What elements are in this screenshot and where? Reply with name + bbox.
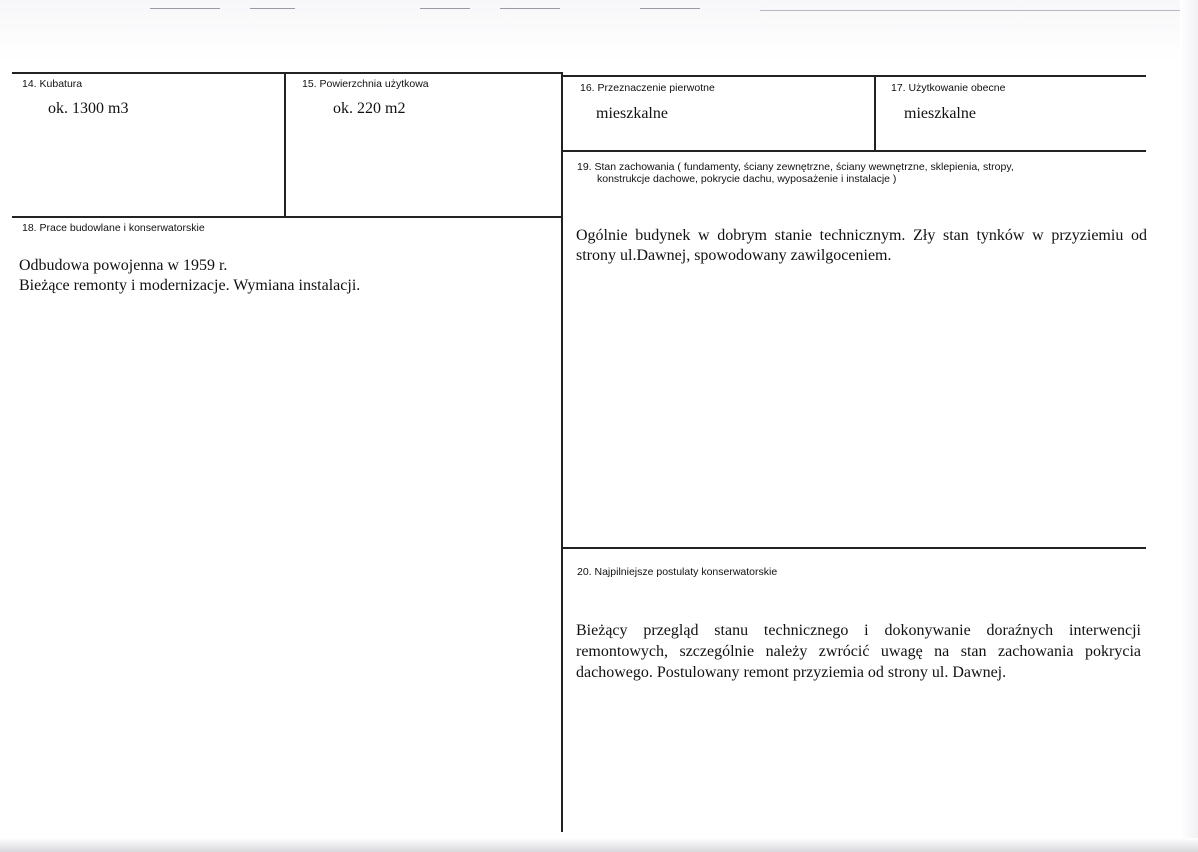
scan-top-margin: [0, 0, 1198, 62]
field-20-text-line: Bieżący przegląd stanu technicznego i dokonywanie doraźnych interwencji: [576, 622, 1141, 639]
field-20-label: 20. Najpilniejsze postulaty konserwatorskie: [577, 566, 778, 578]
field-17-value: mieszkalne: [904, 105, 976, 122]
field-18-text-line: Odbudowa powojenna w 1959 r.: [19, 257, 228, 274]
field-14-value: ok. 1300 m3: [48, 100, 129, 117]
field-15-label: 15. Powierzchnia użytkowa: [302, 78, 429, 90]
field-20-text: [576, 620, 1141, 683]
scan-artifact-line: [420, 8, 470, 9]
field-18-text-line: Bieżące remonty i modernizacje. Wymiana instalacji.: [19, 277, 361, 294]
field-16-value: mieszkalne: [596, 105, 668, 122]
field-20-text-line: dachowego. Postulowany remont przyziemia od strony ul. Dawnej.: [576, 664, 1007, 681]
field-18-label: 18. Prace budowlane i konserwatorskie: [22, 222, 205, 234]
scan-artifact-line: [640, 8, 700, 9]
scan-artifact-line: [250, 8, 295, 9]
field-19-label-line: konstrukcje dachowe, pokrycie dachu, wyposażenie i instalacje ): [597, 173, 897, 185]
grid-divider-16-17: [874, 75, 876, 151]
field-18-text: [19, 256, 360, 296]
field-19-label: [577, 161, 1014, 185]
grid-line-18-top: [12, 216, 562, 218]
field-17-label: 17. Użytkowanie obecne: [891, 82, 1006, 94]
grid-line-top-right: [562, 75, 1146, 77]
field-16-label: 16. Przeznaczenie pierwotne: [580, 82, 715, 94]
field-19-text-line: Ogólnie budynek w dobrym stanie technicznym. Zły stan tynków w przyziemiu od: [576, 227, 1147, 244]
grid-line-19-top: [562, 150, 1146, 152]
field-19-label-line: 19. Stan zachowania ( fundamenty, ściany zewnętrzne, ściany wewnętrzne, sklepienia, stropy,: [577, 161, 1014, 173]
scan-right-edge: [1180, 0, 1198, 852]
field-14-label: 14. Kubatura: [22, 78, 83, 90]
grid-line-20-top: [562, 547, 1146, 549]
field-19-text: [576, 226, 1147, 266]
scan-bottom-edge: [0, 838, 1198, 852]
scan-artifact-line: [760, 10, 1180, 11]
grid-divider-center: [561, 72, 563, 832]
grid-line-top-left: [12, 72, 562, 74]
grid-divider-14-15: [284, 72, 286, 218]
scan-artifact-line: [500, 8, 560, 9]
field-20-text-line: remontowych, szczególnie należy zwrócić uwagę na stan zachowania pokrycia: [576, 643, 1141, 660]
scan-artifact-line: [150, 8, 220, 9]
field-19-text-line: strony ul.Dawnej, spowodowany zawilgoceniem.: [576, 247, 892, 264]
field-15-value: ok. 220 m2: [333, 100, 406, 117]
